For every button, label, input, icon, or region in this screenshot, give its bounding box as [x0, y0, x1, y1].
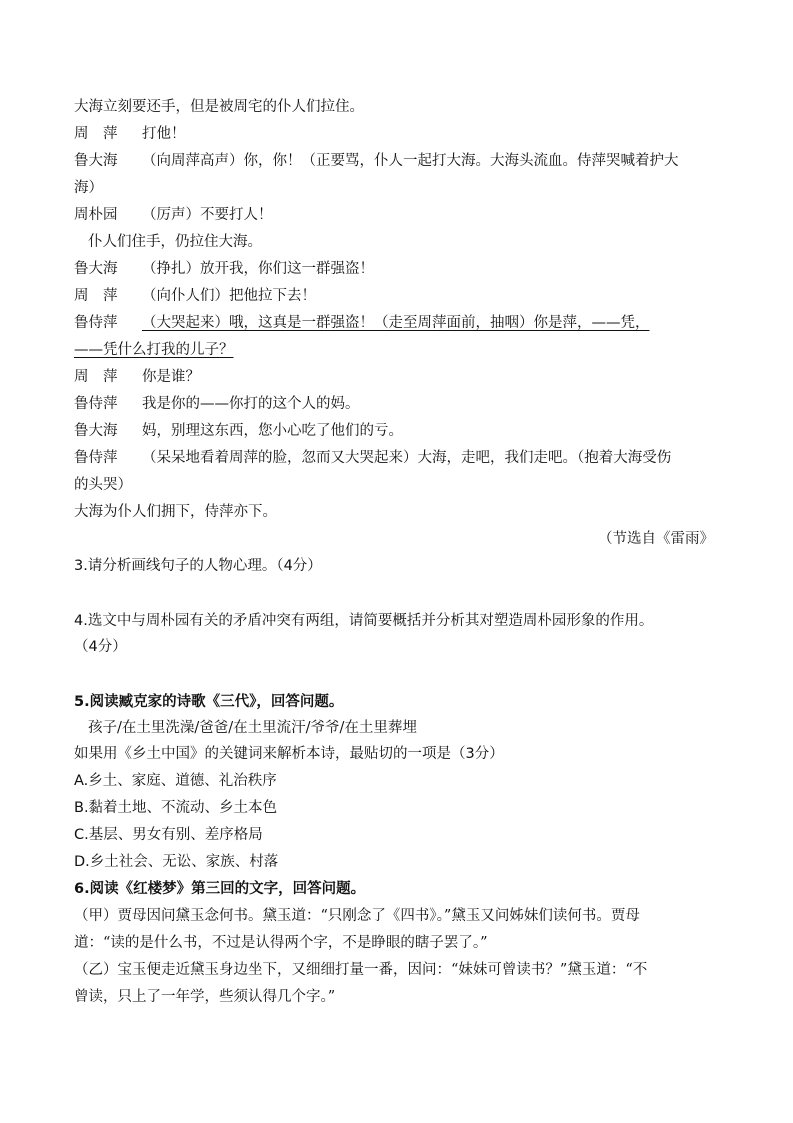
speaker-label: 鲁侍萍 — [74, 315, 118, 331]
poem-text: 孩子/在土里洗澡/爸爸/在土里流汗/爷爷/在土里葬埋 — [88, 720, 417, 736]
passage-line: 道：“读的是什么书，不过是认得两个字，不是睁眼的瞎子罢了。” — [74, 935, 488, 951]
stage-direction: 大海为仆人们拥下，侍萍亦下。 — [74, 504, 277, 520]
passage-line: 曾读，只上了一年学，些须认得几个字。” — [74, 989, 336, 1005]
question-5-stem: 如果用《乡土中国》的关键词来解析本诗，最贴切的一项是（3分） — [74, 746, 504, 762]
speaker-label: 周 萍 — [74, 369, 118, 385]
speaker-label: 鲁侍萍 — [74, 396, 118, 412]
underlined-dialogue-text: （大哭起来）哦，这真是一群强盗！（走至周萍面前，抽咽）你是萍，——凭， — [142, 315, 650, 331]
passage-line: （甲）贾母因问黛玉念何书。黛玉道：“只刚念了《四书》。”黛玉又问姊妹们读何书。贾母 — [74, 908, 640, 924]
speaker-label: 周朴园 — [74, 207, 118, 223]
question-3: 3.请分析画线句子的人物心理。（4分） — [74, 558, 322, 574]
dialogue-line — [74, 310, 724, 336]
dialogue-text: 你是谁？ — [142, 369, 200, 385]
option-a: A.乡土、家庭、道德、礼治秩序 — [74, 773, 277, 789]
speaker-label: 鲁侍萍 — [74, 450, 118, 466]
question-4: 4.选文中与周朴园有关的矛盾冲突有两组，请简要概括并分析其对塑造周朴园形象的作用。 — [74, 613, 654, 629]
dialogue-line — [74, 256, 724, 282]
dialogue-text: 妈，别理这东西，您小心吃了他们的亏。 — [142, 423, 403, 439]
dialogue-line — [74, 445, 724, 471]
dialogue-line — [74, 418, 724, 444]
dialogue-line — [74, 148, 724, 174]
dialogue-line — [74, 283, 724, 309]
dialogue-text: （挣扎）放开我，你们这一群强盗！ — [142, 261, 374, 277]
dialogue-text: 我是你的——你打的这个人的妈。 — [142, 396, 360, 412]
speaker-label: 周 萍 — [74, 126, 118, 142]
question-5-title: 5.阅读臧克家的诗歌《三代》，回答问题。 — [74, 694, 344, 710]
dialogue-text: 打他！ — [142, 126, 186, 142]
dialogue-text: （向周萍高声）你，你！（正要骂，仆人一起打大海。大海头流血。侍萍哭喊着护大 — [142, 153, 679, 169]
speaker-label: 周 萍 — [74, 288, 118, 304]
question-6-title: 6.阅读《红楼梦》第三回的文字，回答问题。 — [74, 881, 366, 897]
dialogue-continuation: 海） — [74, 180, 103, 196]
dialogue-line — [74, 364, 724, 390]
underlined-dialogue-continuation — [74, 337, 724, 363]
dialogue-continuation: 的头哭） — [74, 477, 132, 493]
underlined-dialogue-text: ——凭什么打我的儿子？ — [74, 342, 234, 358]
dialogue-line — [74, 202, 724, 228]
dialogue-line — [74, 121, 724, 147]
dialogue-text: （呆呆地看着周萍的脸，忽而又大哭起来）大海，走吧，我们走吧。（抱着大海受伤 — [142, 450, 672, 466]
dialogue-text: （向仆人们）把他拉下去！ — [142, 288, 316, 304]
dialogue-line — [74, 391, 724, 417]
option-c: C.基层、男女有别、差序格局 — [74, 827, 263, 843]
speaker-label: 鲁大海 — [74, 153, 118, 169]
source-citation: （节选自《雷雨》 — [598, 531, 714, 547]
question-4-continuation: （4分） — [74, 639, 127, 655]
stage-direction: 仆人们住手，仍拉住大海。 — [88, 234, 262, 250]
speaker-label: 鲁大海 — [74, 423, 118, 439]
speaker-label: 鲁大海 — [74, 261, 118, 277]
passage-line: （乙）宝玉便走近黛玉身边坐下，又细细打量一番，因问：“妹妹可曾读书？”黛玉道：“不 — [74, 962, 648, 978]
stage-direction: 大海立刻要还手，但是被周宅的仆人们拉住。 — [74, 99, 364, 115]
option-b: B.黏着土地、不流动、乡土本色 — [74, 800, 278, 816]
dialogue-text: （厉声）不要打人！ — [142, 207, 273, 223]
option-d: D.乡土社会、无讼、家族、村落 — [74, 854, 279, 870]
